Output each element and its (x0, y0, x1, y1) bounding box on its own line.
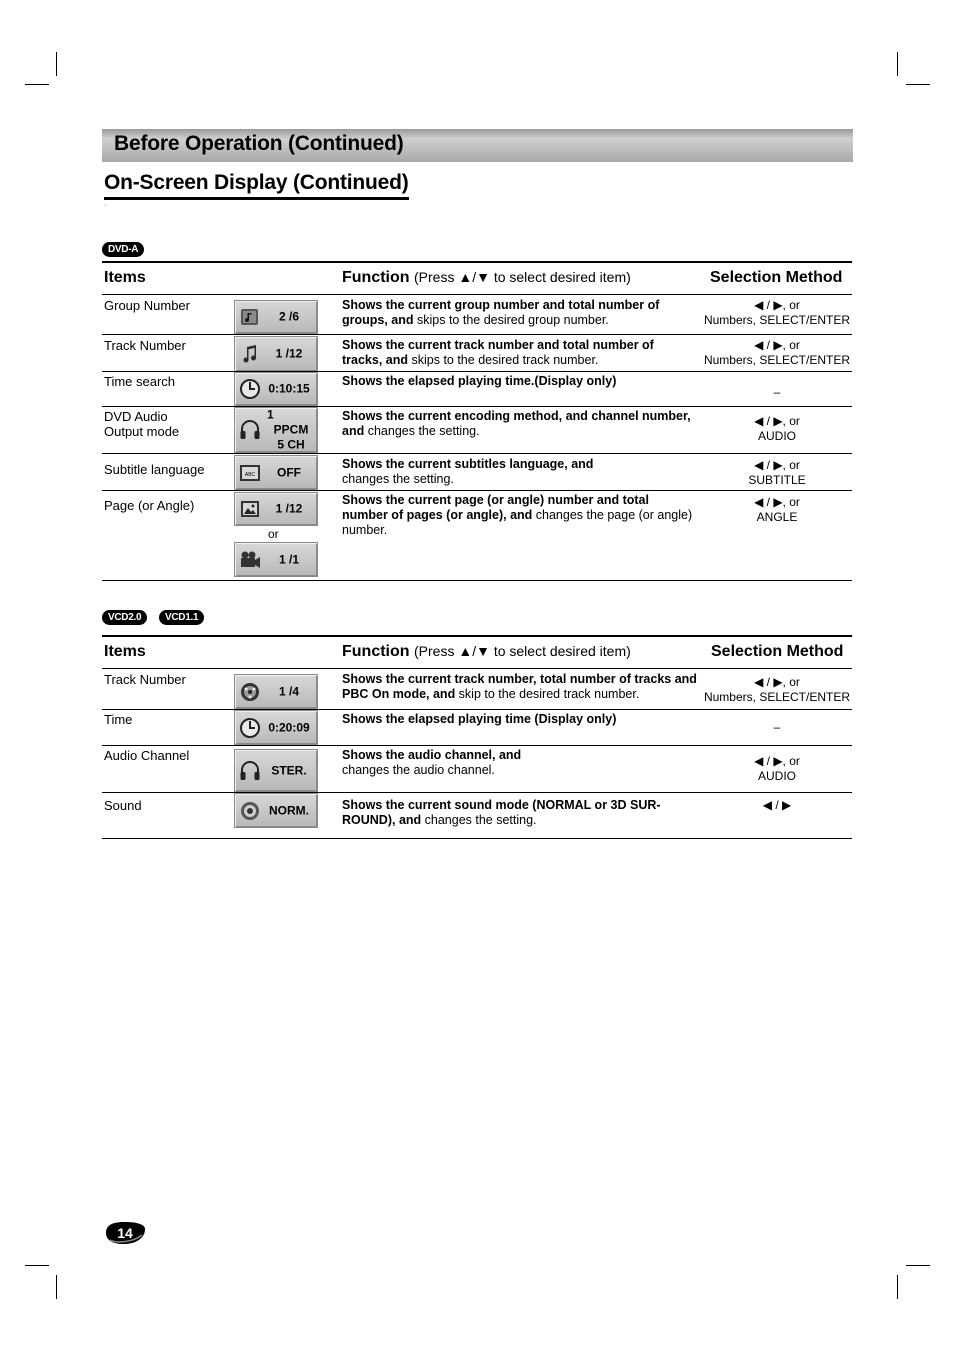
selection-line: ◀ / ▶, or (754, 414, 800, 428)
function-page-angle (342, 493, 697, 538)
header-function (342, 269, 631, 287)
selection-track-number (702, 338, 852, 368)
row-rule (102, 371, 852, 372)
function-text: changes the setting. (342, 472, 454, 486)
function-bold: Shows the audio channel, and (342, 748, 522, 762)
function-group-number (342, 298, 697, 328)
function-vcd-time (342, 712, 697, 727)
table-bottom-rule (102, 838, 852, 839)
selection-subtitle (702, 458, 852, 488)
vcd20-badge: VCD2.0 (102, 610, 147, 625)
header-rule (102, 668, 852, 669)
item-line: Output mode (104, 424, 180, 439)
item-vcd-audio-channel: Audio Channel (104, 748, 190, 763)
crop-mark (906, 1265, 930, 1266)
music-note-icon (239, 343, 261, 365)
function-bold: Shows the current sound mode (NORMAL or 3D SUR-ROUND), and (342, 798, 661, 827)
header-items: Items (104, 643, 146, 660)
selection-line: ◀ / ▶, or (754, 675, 800, 689)
row-rule (102, 490, 852, 491)
clock-icon (239, 378, 261, 400)
osd-value-line: 5 CH (277, 437, 305, 452)
crop-mark (25, 1265, 49, 1266)
selection-dvd-audio (702, 414, 852, 444)
function-text: skip to the desired track number. (455, 687, 640, 701)
or-label: or (268, 527, 279, 541)
function-dvd-audio (342, 409, 697, 439)
crop-mark (56, 52, 57, 76)
header-rule (102, 294, 852, 295)
osd-value: 1 /4 (278, 684, 299, 698)
header-selection: Selection Method (711, 643, 844, 660)
dvd-a-badge: DVD-A (102, 242, 144, 257)
page-icon (239, 498, 261, 520)
osd-time-search (234, 372, 318, 406)
item-track-number: Track Number (104, 338, 186, 353)
osd-value: 1 /12 (275, 501, 303, 516)
function-text: changes the setting. (421, 813, 537, 827)
crop-mark (25, 84, 49, 85)
function-vcd-audio (342, 748, 697, 778)
function-bold: Shows the elapsed playing time (Display only) (342, 712, 617, 726)
function-bold: Shows the current subtitles language, and (342, 457, 594, 471)
osd-page (234, 492, 318, 526)
selection-line: Numbers, SELECT/ENTER (703, 353, 851, 367)
function-text: skips to the desired group number. (413, 313, 609, 327)
item-subtitle-language: Subtitle language (104, 462, 205, 477)
function-text: changes the audio channel. (342, 763, 495, 777)
osd-vcd-audio (234, 749, 318, 792)
selection-line: ◀ / ▶, or (754, 754, 800, 768)
subtitle-icon-text: ABC (244, 471, 256, 478)
item-group-number: Group Number (104, 298, 190, 313)
osd-group-number (234, 300, 318, 334)
selection-line: SUBTITLE (748, 473, 806, 487)
selection-line: – (773, 720, 781, 734)
selection-line: ◀ / ▶, or (754, 298, 800, 312)
header-selection: Selection Method (710, 269, 843, 286)
function-track-number (342, 338, 697, 368)
osd-vcd-track (234, 674, 318, 709)
function-bold: Shows the current encoding method, and channel number, and (342, 409, 691, 438)
chapter-banner (102, 129, 853, 162)
selection-line: ANGLE (756, 510, 798, 524)
function-bold: Shows the current group number and total number of groups, and (342, 298, 660, 327)
header-function-note: (Press ▲/▼ to select desired item) (414, 643, 631, 659)
header-function-note: (Press ▲/▼ to select desired item) (414, 269, 631, 285)
selection-line: AUDIO (757, 429, 796, 443)
osd-value: NORM. (269, 803, 309, 817)
chapter-title: Before Operation (Continued) (114, 132, 404, 155)
headphone-icon (239, 419, 261, 441)
header-items: Items (104, 269, 146, 286)
row-rule (102, 745, 852, 746)
row-rule (102, 453, 852, 454)
item-page-angle: Page (or Angle) (104, 498, 195, 513)
table-top-rule (102, 635, 852, 637)
item-time-search: Time search (104, 374, 176, 389)
item-vcd-time: Time (104, 712, 133, 727)
selection-line: ◀ / ▶, or (754, 458, 800, 472)
osd-value: 1 /12 (275, 346, 303, 361)
function-bold: Shows the current track number, total number of tracks and PBC On mode, and (342, 672, 697, 701)
function-time-search (342, 374, 697, 389)
item-vcd-track-number: Track Number (104, 672, 186, 687)
function-bold: Shows the current track number and total number of tracks, and (342, 338, 654, 367)
selection-line: – (773, 385, 781, 399)
section-mark: · (104, 202, 107, 209)
page-number-badge (104, 1221, 146, 1245)
selection-vcd-track (702, 675, 852, 705)
selection-vcd-time (702, 720, 852, 735)
osd-value-line: PPCM (273, 422, 309, 437)
function-vcd-sound (342, 798, 697, 828)
function-vcd-track (342, 672, 697, 702)
function-text: changes the page (or angle) number. (342, 508, 693, 537)
headphone-icon (239, 760, 261, 782)
crop-mark (56, 1275, 57, 1299)
row-rule (102, 334, 852, 335)
selection-line: Numbers, SELECT/ENTER (703, 690, 851, 704)
osd-value: 0:20:09 (268, 720, 310, 734)
page-number: 14 (117, 1225, 133, 1241)
selection-time-search (702, 385, 852, 400)
osd-dvd-audio (234, 407, 318, 453)
selection-group-number (702, 298, 852, 328)
selection-line: ◀ / ▶, or (754, 495, 800, 509)
osd-value-stack (263, 408, 315, 453)
crop-mark (897, 1275, 898, 1299)
group-icon (239, 306, 261, 328)
osd-angle (234, 542, 318, 577)
item-vcd-sound: Sound (104, 798, 142, 813)
function-bold: Shows the elapsed playing time.(Display only) (342, 374, 617, 388)
osd-value: OFF (277, 465, 301, 479)
row-rule (102, 709, 852, 710)
selection-line: ◀ / ▶ (762, 798, 792, 812)
osd-vcd-sound (234, 793, 318, 828)
header-function-label: Function (342, 643, 410, 660)
function-bold: Shows the current page (or angle) number and total number of pages (or angle), and (342, 493, 649, 522)
row-rule (102, 406, 852, 407)
osd-value: STER. (271, 763, 307, 777)
disc-icon (239, 681, 261, 703)
crop-mark (906, 84, 930, 85)
clock-icon (239, 717, 261, 739)
selection-line: AUDIO (757, 769, 796, 783)
osd-vcd-time (234, 710, 318, 745)
selection-page-angle (702, 495, 852, 525)
osd-value-line: 1 (267, 407, 274, 422)
osd-value: 0:10:15 (268, 381, 310, 396)
function-text: skips to the desired track number. (408, 353, 599, 367)
vcd11-badge: VCD1.1 (159, 610, 204, 625)
selection-vcd-sound (702, 798, 852, 813)
speaker-icon (239, 800, 261, 822)
osd-track-number (234, 336, 318, 372)
osd-value: 2 /6 (278, 309, 299, 324)
camera-icon (239, 549, 261, 571)
osd-value: 1 /1 (278, 552, 299, 566)
section-title: On-Screen Display (Continued) (104, 171, 409, 200)
selection-line: Numbers, SELECT/ENTER (703, 313, 851, 327)
row-rule (102, 792, 852, 793)
table-top-rule (102, 261, 852, 263)
table-bottom-rule (102, 580, 852, 581)
osd-subtitle (234, 455, 318, 490)
item-line: DVD Audio (104, 409, 168, 424)
item-dvd-audio-output (104, 409, 179, 439)
crop-mark (897, 52, 898, 76)
selection-vcd-audio (702, 754, 852, 784)
subtitle-icon (239, 462, 261, 484)
function-text: changes the setting. (364, 424, 480, 438)
header-function-label: Function (342, 269, 410, 286)
selection-line: ◀ / ▶, or (754, 338, 800, 352)
function-subtitle (342, 457, 697, 487)
header-function (342, 643, 631, 661)
